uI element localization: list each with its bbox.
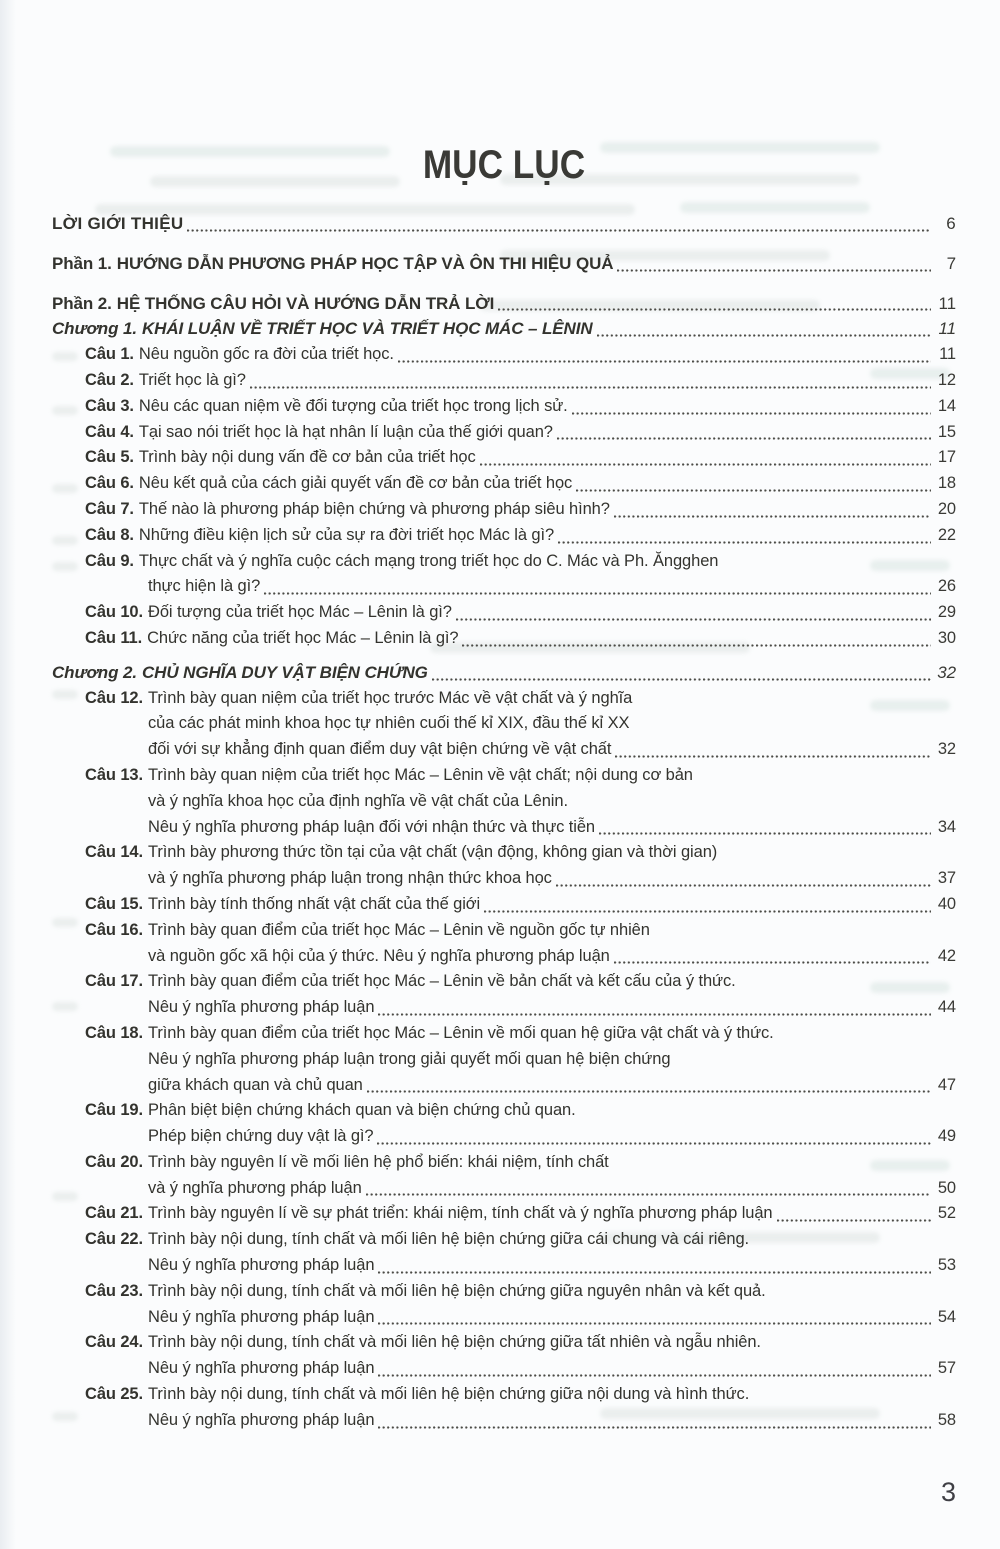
toc-entry-page: 42 — [937, 946, 956, 965]
toc-entry-line — [52, 549, 956, 575]
toc-entry-label: Câu 21. — [85, 1204, 143, 1223]
toc-entry-line — [52, 445, 956, 471]
toc-entry-text: Trình bày nguyên lí về mối liên hệ phổ biến: khái niệm, tính chất — [148, 1152, 609, 1171]
toc-entry-label: Câu 24. — [85, 1333, 143, 1352]
dot-leader — [378, 1322, 931, 1325]
toc-entry-line — [52, 1305, 956, 1331]
toc-entry-label: Câu 7. — [85, 499, 134, 518]
toc-entry-line — [52, 944, 956, 970]
toc-entry-text: Trình bày quan điểm của triết học Mác – Lênin về bản chất và kết cấu của ý thức. — [148, 972, 736, 991]
toc-entry-label: Chương 2. — [52, 662, 137, 682]
toc-entry-line — [52, 1408, 956, 1434]
toc-entry-page: 14 — [937, 396, 956, 415]
dot-leader — [597, 334, 931, 337]
toc-entry-label: Câu 20. — [85, 1152, 143, 1171]
dot-leader — [432, 678, 931, 681]
toc-entry-line — [52, 1279, 956, 1305]
toc-entry-line — [52, 1176, 956, 1202]
toc-entry-text: HỆ THỐNG CÂU HỎI VÀ HƯỚNG DẪN TRẢ LỜI — [116, 293, 495, 313]
toc-entry-text: thực hiện là gì? — [148, 577, 261, 596]
toc-entry-text: Nêu ý nghĩa phương pháp luận — [148, 1359, 375, 1378]
dot-leader — [484, 910, 931, 913]
toc-entry-label: Câu 16. — [85, 920, 143, 939]
toc-entry-text: và nguồn gốc xã hội của ý thức. Nêu ý nghĩa phương pháp luận — [148, 946, 610, 965]
dot-leader — [187, 229, 931, 232]
toc-entry-page: 11 — [938, 319, 956, 339]
toc-entry-label: Câu 10. — [85, 603, 143, 622]
toc-entry-line — [52, 342, 956, 368]
toc-entry-label: Câu 23. — [85, 1281, 143, 1300]
toc-entry-line — [52, 995, 956, 1021]
toc-entry-label: Câu 17. — [85, 972, 143, 991]
toc-entry-line — [52, 918, 956, 944]
dot-leader — [398, 360, 931, 363]
toc-entry-line — [52, 711, 956, 737]
toc-entry-label: Câu 9. — [85, 551, 134, 570]
toc-entry-line — [52, 1201, 956, 1227]
toc-entry-line — [52, 1021, 956, 1047]
toc-entry-text: Trình bày quan điểm của triết học Mác – Lênin về nguồn gốc tự nhiên — [148, 920, 650, 939]
dot-leader — [576, 489, 931, 492]
toc-entry-text: Những điều kiện lịch sử của sự ra đời triết học Mác là gì? — [138, 525, 555, 544]
toc-entry-text: Trình bày nội dung, tính chất và mối liên hệ biện chứng giữa tất nhiên và ngẫu nhiên. — [148, 1333, 761, 1352]
dot-leader — [462, 644, 931, 647]
toc-entry-page: 7 — [946, 253, 956, 273]
toc-entry-page: 53 — [937, 1256, 956, 1275]
toc-entry-page: 57 — [937, 1359, 956, 1378]
toc-entry-text: Trình bày phương thức tồn tại của vật chất (vận động, không gian và thời gian) — [148, 843, 718, 862]
toc-entry-line — [52, 420, 956, 446]
toc-entry-text: Nêu nguồn gốc ra đời của triết học. — [138, 345, 394, 364]
toc-entry-text: Nêu các quan niệm về đối tượng của triết học trong lịch sử. — [138, 396, 568, 415]
toc-entry-label: Câu 4. — [85, 422, 134, 441]
dot-leader — [378, 1271, 931, 1274]
toc-entry-page: 47 — [937, 1075, 956, 1094]
toc-entry-text: Thực chất và ý nghĩa cuộc cách mạng trong triết học do C. Mác và Ph. Ăngghen — [138, 551, 719, 570]
toc-entry-text: và ý nghĩa phương pháp luận — [148, 1178, 362, 1197]
dot-leader — [378, 1013, 931, 1016]
toc-entry-page: 22 — [937, 525, 956, 544]
toc-entry-page: 37 — [937, 869, 956, 888]
toc-entry-line — [52, 1382, 956, 1408]
toc-entry-label: Câu 19. — [85, 1101, 143, 1120]
toc-entry-line — [52, 1150, 956, 1176]
toc-entry-line — [52, 686, 956, 712]
toc-entry-text: và ý nghĩa khoa học của định nghĩa về vật chất của Lênin. — [148, 791, 568, 810]
toc-entry-text: Tại sao nói triết học là hạt nhân lí luận của thế giới quan? — [138, 422, 553, 441]
toc-entry-line — [52, 1356, 956, 1382]
toc-entry-page: 30 — [937, 628, 956, 647]
toc-entry-label: Câu 11. — [85, 628, 143, 647]
toc-entry-page: 6 — [946, 214, 956, 233]
toc-entry-label: Chương 1. — [52, 319, 137, 339]
toc-entry-line — [52, 1330, 956, 1356]
toc-entry-page: 20 — [937, 499, 956, 518]
toc-entry-line — [52, 866, 956, 892]
dot-leader — [614, 515, 931, 518]
toc-entry-line — [52, 840, 956, 866]
toc-entry-text: Nêu ý nghĩa phương pháp luận — [148, 998, 375, 1017]
toc-entry-page: 26 — [937, 577, 956, 596]
toc-entry-text: Phân biệt biện chứng khách quan và biện chứng chủ quan. — [148, 1101, 576, 1120]
toc-entry-page: 11 — [939, 345, 956, 364]
toc-entry-page: 50 — [937, 1178, 956, 1197]
toc-entry-label: Câu 5. — [85, 448, 134, 467]
toc-entry-page: 54 — [937, 1307, 956, 1326]
toc-entry-line — [52, 251, 956, 277]
dot-leader — [615, 755, 931, 758]
toc-entry-line — [52, 523, 956, 549]
toc-entry-line — [52, 1227, 956, 1253]
toc-entry-text: Trình bày quan điểm của triết học Mác – Lênin về mối quan hệ giữa vật chất và ý thức. — [148, 1023, 774, 1042]
toc-entry-line — [52, 1253, 956, 1279]
toc-entry-page: 40 — [937, 894, 956, 913]
toc-entry-line — [52, 763, 956, 789]
dot-leader — [480, 463, 931, 466]
toc-entry-line — [52, 368, 956, 394]
page-content — [52, 0, 956, 1434]
toc-entry-line — [52, 211, 956, 237]
toc-entry-line — [52, 892, 956, 918]
dot-leader — [378, 1374, 931, 1377]
toc-entry-page: 49 — [937, 1127, 956, 1146]
toc-entry-text: Triết học là gì? — [138, 370, 246, 389]
toc-entry-text: Trình bày quan niệm của triết học Mác – Lênin về vật chất; nội dung cơ bản — [148, 765, 693, 784]
table-of-contents — [52, 211, 956, 1434]
toc-entry-label: Câu 6. — [85, 474, 134, 493]
toc-entry-line — [52, 497, 956, 523]
toc-entry-text: Phép biện chứng duy vật là gì? — [148, 1127, 374, 1146]
dot-leader — [250, 386, 931, 389]
toc-entry-page: 34 — [937, 817, 956, 836]
toc-entry-text: Trình bày tính thống nhất vật chất của thế giới — [148, 894, 481, 913]
toc-entry-label: Phần 1. — [52, 253, 112, 273]
dot-leader — [377, 1142, 931, 1145]
toc-entry-text: Trình bày nội dung, tính chất và mối liên hệ biện chứng giữa cái chung và cái riêng. — [148, 1230, 750, 1249]
toc-entry-label: Câu 12. — [85, 688, 143, 707]
toc-entry-text: đối với sự khẳng định quan điểm duy vật biện chứng về vật chất — [148, 740, 612, 759]
page-title: MỤC LỤC — [422, 143, 586, 187]
toc-entry-line — [52, 574, 956, 600]
page-number: 3 — [940, 1477, 956, 1507]
toc-entry-text: HƯỚNG DẪN PHƯƠNG PHÁP HỌC TẬP VÀ ÔN THI HIỆU QUẢ — [116, 253, 614, 273]
toc-entry-label: Câu 14. — [85, 843, 143, 862]
toc-entry-line — [52, 1047, 956, 1073]
toc-entry-text: Nêu ý nghĩa phương pháp luận — [148, 1307, 375, 1326]
toc-entry-text: và ý nghĩa phương pháp luận trong nhận thức khoa học — [148, 869, 552, 888]
toc-entry-label: Câu 18. — [85, 1023, 143, 1042]
toc-entry-line — [52, 626, 956, 652]
toc-entry-text: Nêu ý nghĩa phương pháp luận đối với nhận thức và thực tiễn — [148, 817, 595, 836]
dot-leader — [456, 618, 931, 621]
toc-entry-line — [52, 815, 956, 841]
toc-entry-label: Câu 1. — [85, 345, 134, 364]
toc-entry-text: Nêu ý nghĩa phương pháp luận — [148, 1256, 375, 1275]
toc-entry-page: 15 — [937, 422, 956, 441]
toc-entry-line — [52, 291, 956, 317]
toc-entry-line — [52, 737, 956, 763]
toc-entry-text: Nêu kết quả của cách giải quyết vấn đề cơ bản của triết học — [138, 474, 573, 493]
toc-entry-text: Trình bày nội dung, tính chất và mối liên hệ biện chứng giữa nguyên nhân và kết quả. — [148, 1281, 766, 1300]
toc-entry-label: Phần 2. — [52, 293, 112, 313]
toc-entry-line — [52, 789, 956, 815]
toc-entry-line — [52, 316, 956, 342]
toc-entry-text: Chức năng của triết học Mác – Lênin là gì? — [147, 628, 459, 647]
toc-entry-line — [52, 1073, 956, 1099]
toc-entry-text: Trình bày quan niệm của triết học trước Mác về vật chất và ý nghĩa — [148, 688, 633, 707]
toc-entry-page: 29 — [937, 603, 956, 622]
dot-leader — [556, 884, 931, 887]
dot-leader — [614, 961, 931, 964]
dot-leader — [777, 1219, 932, 1222]
toc-entry-line — [52, 1124, 956, 1150]
toc-entry-label: Câu 25. — [85, 1385, 143, 1404]
toc-entry-line — [52, 471, 956, 497]
toc-entry-page: 17 — [937, 448, 956, 467]
dot-leader — [599, 832, 931, 835]
toc-entry-text: của các phát minh khoa học tự nhiên cuối thế kỉ XIX, đầu thế kỉ XX — [148, 714, 630, 733]
toc-entry-page: 52 — [937, 1204, 956, 1223]
toc-entry-line — [52, 660, 956, 686]
toc-entry-text: Đối tượng của triết học Mác – Lênin là gì? — [148, 603, 452, 622]
toc-entry-text: Trình bày nội dung, tính chất và mối liên hệ biện chứng giữa nội dung và hình thức. — [148, 1385, 750, 1404]
toc-entry-text: Thế nào là phương pháp biện chứng và phương pháp siêu hình? — [138, 499, 610, 518]
dot-leader — [378, 1426, 931, 1429]
dot-leader — [558, 541, 931, 544]
toc-entry-text: Trình bày nguyên lí về sự phát triển: khái niệm, tính chất và ý nghĩa phương pháp luận — [148, 1204, 773, 1223]
toc-entry-page: 32 — [937, 740, 956, 759]
toc-entry-label: Câu 2. — [85, 370, 134, 389]
toc-entry-page: 18 — [937, 474, 956, 493]
toc-entry-line — [52, 600, 956, 626]
toc-entry-label: Câu 13. — [85, 765, 143, 784]
toc-entry-text: LỜI GIỚI THIỆU — [52, 214, 184, 233]
toc-entry-label: Câu 8. — [85, 525, 134, 544]
dot-leader — [572, 412, 931, 415]
toc-entry-line — [52, 969, 956, 995]
toc-entry-text: Trình bày nội dung vấn đề cơ bản của triết học — [138, 448, 476, 467]
toc-entry-label: Câu 15. — [85, 894, 143, 913]
dot-leader — [557, 437, 931, 440]
dot-leader — [367, 1090, 931, 1093]
toc-entry-text: giữa khách quan và chủ quan — [148, 1075, 363, 1094]
dot-leader — [264, 592, 931, 595]
toc-entry-text: Nêu ý nghĩa phương pháp luận — [148, 1410, 375, 1429]
toc-entry-page: 12 — [937, 370, 956, 389]
dot-leader — [366, 1193, 931, 1196]
toc-entry-label: Câu 3. — [85, 396, 134, 415]
toc-entry-page: 44 — [937, 998, 956, 1017]
dot-leader — [498, 308, 931, 311]
toc-entry-page: 11 — [938, 293, 956, 313]
toc-entry-label: Câu 22. — [85, 1230, 143, 1249]
dot-leader — [617, 269, 931, 272]
toc-entry-line — [52, 394, 956, 420]
toc-entry-text: CHỦ NGHĨA DUY VẬT BIỆN CHỨNG — [141, 662, 428, 682]
toc-entry-text: KHÁI LUẬN VỀ TRIẾT HỌC VÀ TRIẾT HỌC MÁC – LÊNIN — [141, 319, 593, 339]
toc-entry-text: Nêu ý nghĩa phương pháp luận trong giải quyết mối quan hệ biện chứng — [148, 1049, 671, 1068]
toc-entry-line — [52, 1098, 956, 1124]
toc-entry-page: 32 — [937, 662, 956, 682]
toc-entry-page: 58 — [937, 1410, 956, 1429]
